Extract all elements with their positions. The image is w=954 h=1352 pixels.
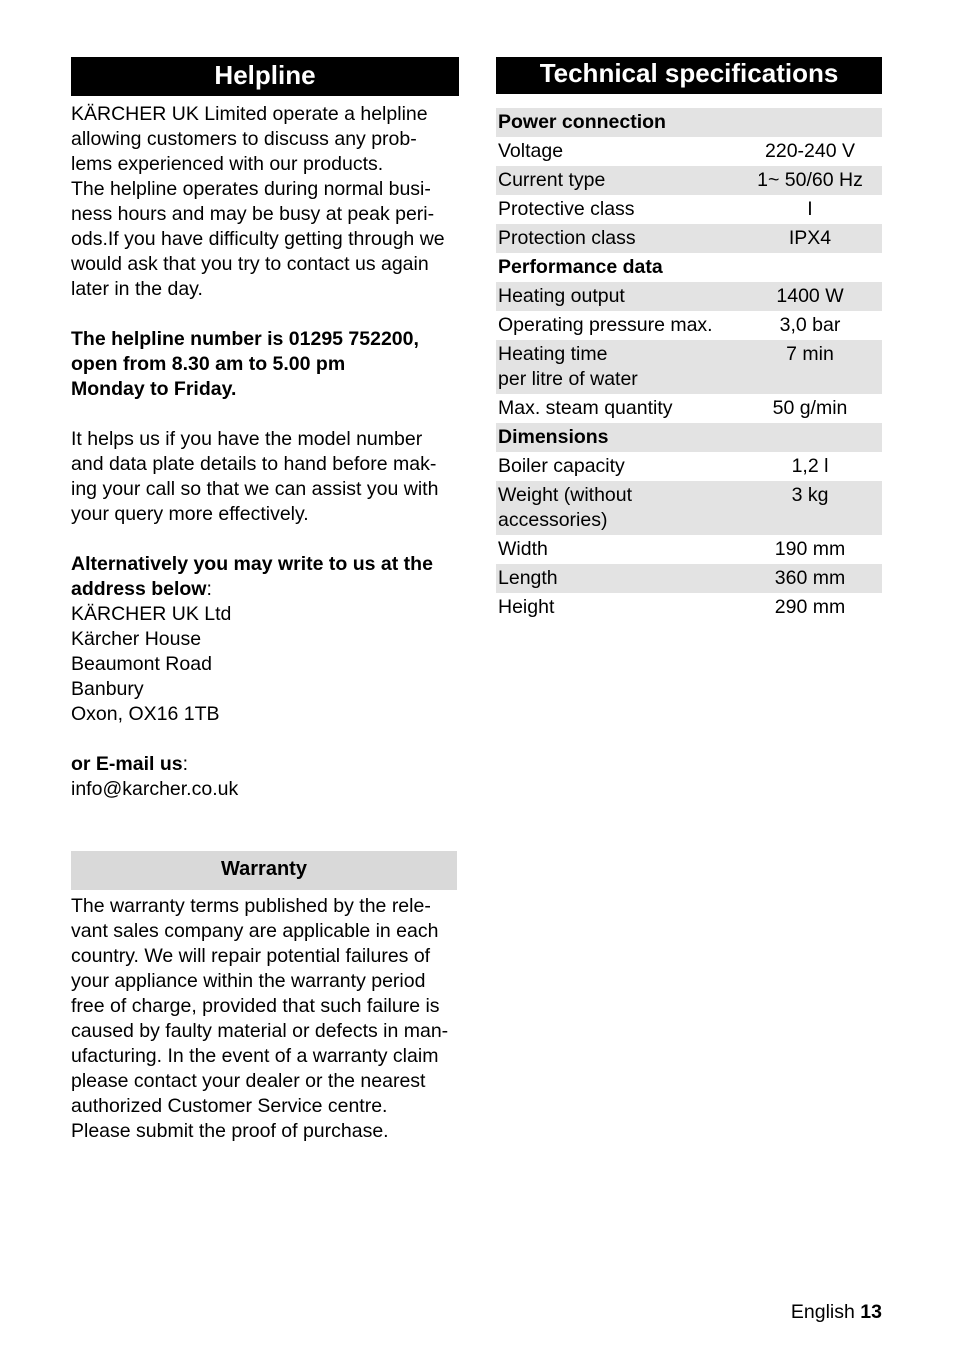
text-line: would ask that you try to contact us again (71, 253, 429, 275)
spec-label: Heating time per litre of water (498, 343, 638, 390)
text-line: authorized Customer Service centre. (71, 1095, 388, 1117)
text-line: allowing customers to discuss any prob- (71, 128, 417, 150)
spec-label: Weight (without accessories) (498, 484, 633, 531)
spec-label: Voltage (498, 140, 564, 162)
text-line: lems experienced with our products. (71, 153, 384, 175)
spec-row (496, 452, 882, 481)
text-line: KÄRCHER UK Limited operate a helpline (71, 103, 428, 125)
spec-value: 50 g/min (772, 397, 848, 419)
text-line: please contact your dealer or the nearest (71, 1070, 426, 1092)
text-line: The warranty terms published by the rele- (71, 895, 431, 917)
spec-label: Heating output (498, 285, 625, 307)
text-line: ufacturing. In the event of a warranty claim (71, 1045, 439, 1067)
spec-value: 290 mm (774, 596, 846, 618)
address-line: Beaumont Road (71, 653, 212, 675)
text-line: and data plate details to hand before mak- (71, 453, 437, 475)
spec-value: 190 mm (774, 538, 846, 560)
spec-value: 7 min (786, 343, 834, 365)
text-line: The helpline number is 01295 752200, (71, 328, 419, 350)
spec-row (496, 166, 882, 195)
text-line: vant sales company are applicable in each (71, 920, 439, 942)
text-line: caused by faulty material or defects in man- (71, 1020, 449, 1042)
text-line: your query more effectively. (71, 503, 309, 525)
page-footer (791, 1301, 882, 1324)
right-column (496, 57, 882, 622)
spec-value: IPX4 (788, 227, 832, 249)
spec-section-row (496, 253, 882, 282)
spec-label: Protection class (498, 227, 636, 249)
spec-value: 220-240 V (765, 140, 855, 162)
helpline-heading: Helpline (71, 57, 459, 96)
text-line: free of charge, provided that such failure is (71, 995, 440, 1017)
spec-value: 3,0 bar (779, 314, 841, 336)
helpline-intro (71, 102, 459, 302)
email-address: info@karcher.co.uk (71, 778, 239, 800)
spec-value: 1,2 l (791, 455, 829, 477)
spec-row (496, 564, 882, 593)
spec-section-row (496, 108, 882, 137)
spec-section-row (496, 423, 882, 452)
helpline-number (71, 327, 459, 402)
spec-value: I (807, 198, 813, 220)
text-line: Please submit the proof of purchase. (71, 1120, 389, 1142)
email-block (71, 752, 459, 802)
text-line: later in the day. (71, 278, 203, 300)
spec-row (496, 137, 882, 166)
technical-specifications-heading: Technical specifications (496, 57, 882, 94)
write-to-us (71, 552, 459, 727)
specifications-table (496, 108, 882, 622)
spec-value: 360 mm (774, 567, 846, 589)
spec-label: Max. steam quantity (498, 397, 673, 419)
text-line: country. We will repair potential failures of (71, 945, 431, 967)
helpline-tips (71, 427, 459, 527)
spec-value: 1~ 50/60 Hz (757, 169, 863, 191)
spec-row (496, 535, 882, 564)
spec-value: 1400 W (776, 285, 844, 307)
spec-section-label: Performance data (498, 256, 663, 278)
address-line: Oxon, OX16 1TB (71, 703, 220, 725)
spec-value: 3 kg (791, 484, 829, 506)
colon: : (206, 578, 212, 600)
spec-row (496, 394, 882, 423)
address-line: Kärcher House (71, 628, 202, 650)
spec-row (496, 340, 882, 394)
spec-label: Operating pressure max. (498, 314, 713, 336)
warranty-text (71, 894, 459, 1144)
spec-label: Protective class (498, 198, 635, 220)
page-number: 13 (860, 1301, 882, 1323)
spec-row (496, 195, 882, 224)
write-heading: Alternatively you may write to us at the (71, 553, 433, 575)
left-column (71, 57, 459, 1144)
email-heading: or E-mail us (71, 753, 183, 775)
spec-label: Width (498, 538, 548, 560)
spec-row (496, 593, 882, 622)
spec-row (496, 481, 882, 535)
text-line: Monday to Friday. (71, 378, 237, 400)
address-line: Banbury (71, 678, 144, 700)
text-line: your appliance within the warranty period (71, 970, 426, 992)
footer-language: English (790, 1301, 855, 1323)
spec-row (496, 282, 882, 311)
text-line: ness hours and may be busy at peak peri- (71, 203, 435, 225)
spec-section-label: Power connection (498, 111, 666, 133)
text-line: ing your call so that we can assist you with (71, 478, 439, 500)
spec-label: Boiler capacity (498, 455, 625, 477)
text-line: ods.If you have difficulty getting through we (71, 228, 445, 250)
spec-label: Current type (498, 169, 606, 191)
text-line: The helpline operates during normal busi- (71, 178, 431, 200)
spec-section-label: Dimensions (498, 426, 609, 448)
spec-row (496, 224, 882, 253)
text-line: It helps us if you have the model number (71, 428, 423, 450)
address-line: KÄRCHER UK Ltd (71, 603, 232, 625)
colon: : (182, 753, 189, 775)
warranty-heading: Warranty (71, 851, 457, 890)
text-line: open from 8.30 am to 5.00 pm (71, 353, 346, 375)
spec-label: Height (498, 596, 555, 618)
spec-row (496, 311, 882, 340)
spec-label: Length (498, 567, 558, 589)
write-heading: address below (71, 578, 207, 600)
